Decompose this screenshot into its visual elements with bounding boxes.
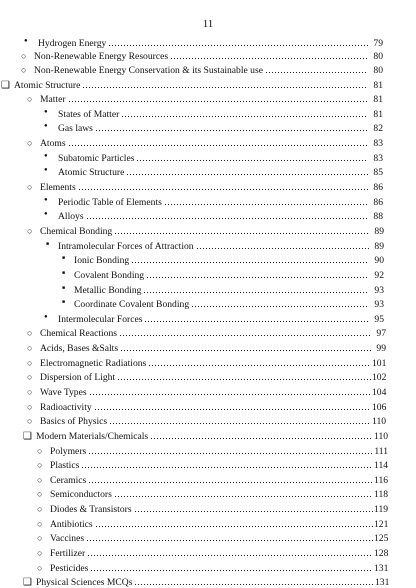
toc-entry-title: Gas laws	[58, 123, 93, 134]
toc-entry	[37, 545, 389, 559]
toc-entry	[27, 384, 387, 398]
toc-entry	[37, 530, 389, 544]
toc-entry-title: Acids, Bases &Salts	[40, 343, 119, 354]
toc-entry	[1, 77, 383, 91]
toc-entry	[37, 560, 389, 574]
toc-entry-page: 102	[372, 372, 387, 383]
dot-leader	[86, 534, 373, 542]
toc-entry-title: Metallic Bonding	[74, 285, 142, 296]
circle-marker-icon: ○	[37, 489, 43, 499]
circle-marker-icon: ○	[27, 416, 33, 426]
toc-entry	[27, 91, 383, 105]
toc-entry-title: Intermolecular Forces	[58, 314, 143, 325]
toc-entry-page: 93	[374, 299, 384, 310]
dot-leader	[131, 256, 369, 264]
toc-entry	[24, 35, 383, 49]
toc-entry	[44, 208, 383, 222]
dot-leader	[82, 81, 368, 89]
toc-entry-page: 81	[373, 94, 383, 105]
toc-entry-page: 92	[374, 270, 384, 281]
toc-entry	[37, 516, 389, 530]
toc-entry-page: 89	[374, 241, 384, 252]
bullet-marker-icon: ●	[44, 197, 48, 203]
toc-entry	[44, 311, 384, 325]
toc-entry-page: 101	[372, 358, 387, 369]
dot-leader	[114, 227, 369, 235]
circle-marker-icon: ○	[37, 504, 43, 514]
dot-leader	[68, 95, 368, 103]
square-marker-icon: ■	[62, 286, 66, 291]
bullet-marker-icon: ●	[44, 153, 48, 159]
dot-leader	[134, 578, 374, 586]
circle-marker-icon: ○	[21, 65, 27, 75]
toc-entry-page: 86	[373, 197, 383, 208]
toc-entry-page: 116	[374, 475, 389, 486]
toc-entry-title: Radioactivity	[40, 402, 92, 413]
toc-entry	[23, 428, 389, 442]
toc-entry-page: 90	[374, 255, 384, 266]
toc-entry	[27, 355, 387, 369]
circle-marker-icon: ○	[27, 343, 33, 353]
toc-entry-page: 106	[372, 402, 387, 413]
dot-leader	[81, 461, 373, 469]
toc-entry-page: 114	[374, 460, 389, 471]
toc-entry-page: 95	[374, 314, 384, 325]
toc-entry-title: Subatomic Particles	[58, 153, 135, 164]
circle-marker-icon: ○	[27, 138, 33, 148]
toc-entry	[27, 399, 387, 413]
toc-entry-page: 97	[376, 328, 386, 339]
toc-entry-title: Alloys	[58, 211, 84, 222]
dot-leader	[164, 198, 368, 206]
toc-entry	[37, 457, 389, 471]
dot-leader	[90, 564, 373, 572]
bullet-marker-icon: ●	[24, 38, 28, 44]
toc-entry	[62, 296, 384, 310]
toc-entry-page: 79	[373, 38, 383, 49]
dot-leader	[148, 359, 371, 367]
toc-entry-page: 82	[373, 123, 383, 134]
dot-leader	[109, 417, 371, 425]
dot-leader	[89, 388, 371, 396]
toc-entry-title: Plastics	[50, 460, 80, 471]
box-marker-icon: ❑	[23, 431, 32, 442]
toc-entry-title: Antibiotics	[50, 519, 93, 530]
toc-entry-page: 131	[375, 577, 390, 588]
square-marker-icon: ■	[62, 256, 66, 261]
circle-marker-icon: ○	[27, 358, 33, 368]
toc-entry-title: Non-Renewable Energy Resources	[34, 51, 169, 62]
toc-entry-page: 111	[374, 446, 388, 457]
toc-entry-title: Coordinate Covalent Bonding	[74, 299, 190, 310]
toc-entry-page: 128	[374, 548, 389, 559]
toc-entry-title: Atomic Structure	[58, 167, 125, 178]
toc-entry-title: Polymers	[50, 446, 87, 457]
toc-entry-title: Chemical Bonding	[40, 226, 113, 237]
toc-entry	[27, 413, 387, 427]
dot-leader	[119, 329, 371, 337]
circle-marker-icon: ○	[27, 94, 33, 104]
toc-entry-page: 119	[374, 504, 389, 515]
dot-leader	[136, 154, 368, 162]
dot-leader	[191, 300, 369, 308]
bullet-marker-icon: ●	[44, 211, 48, 217]
dot-leader	[87, 549, 373, 557]
toc-entry-title: Basics of Physics	[40, 416, 108, 427]
toc-entry	[44, 106, 383, 120]
dot-leader	[88, 476, 373, 484]
toc-entry	[44, 150, 383, 164]
toc-entry	[21, 48, 383, 62]
toc-entry	[27, 223, 384, 237]
toc-entry-page: 121	[374, 519, 389, 530]
toc-entry-page: 81	[373, 80, 383, 91]
toc-entry-page: 110	[372, 416, 387, 427]
dot-leader	[144, 315, 369, 323]
toc-entry	[23, 574, 390, 588]
toc-entry	[21, 62, 383, 76]
toc-entry-title: Ceramics	[50, 475, 87, 486]
toc-entry	[62, 282, 384, 296]
toc-entry-title: Pesticides	[50, 563, 89, 574]
dot-leader	[78, 183, 368, 191]
toc-entry-title: Atomic Structure	[14, 80, 81, 91]
toc-entry-page: 85	[373, 167, 383, 178]
toc-entry	[62, 252, 384, 266]
bullet-marker-icon: ●	[44, 123, 48, 129]
toc-entry-title: Intramolecular Forces of Attraction	[58, 241, 194, 252]
toc-entry-title: Electromagnetic Radiations	[40, 358, 147, 369]
dot-leader	[94, 403, 371, 411]
toc-entry-page: 93	[374, 285, 384, 296]
toc-entry-title: Fertilizer	[50, 548, 86, 559]
toc-entry-title: Matter	[40, 94, 66, 105]
dot-leader	[196, 242, 369, 250]
toc-entry-page: 131	[374, 563, 389, 574]
toc-entry-title: Semiconductors	[50, 489, 112, 500]
toc-entry-page: 104	[372, 387, 387, 398]
dot-leader	[120, 344, 371, 352]
square-marker-icon: ■	[62, 300, 66, 305]
dot-leader	[150, 432, 373, 440]
dot-leader	[68, 139, 368, 147]
dot-leader	[146, 271, 369, 279]
toc-entry-page: 118	[374, 489, 389, 500]
toc-entry-title: Chemical Reactions	[40, 328, 117, 339]
toc-entry-page: 88	[373, 211, 383, 222]
circle-marker-icon: ○	[27, 387, 33, 397]
toc-entry	[62, 267, 384, 281]
box-marker-icon: ❑	[1, 80, 10, 91]
dot-leader	[108, 39, 368, 47]
toc-entry-page: 80	[373, 65, 383, 76]
toc-entry-title: Covalent Bonding	[74, 270, 145, 281]
toc-entry-page: 83	[373, 153, 383, 164]
toc-entry-title: Non-Renewable Energy Conservation & its Sustainable use	[34, 65, 263, 76]
bullet-marker-icon: ●	[44, 314, 48, 320]
circle-marker-icon: ○	[37, 563, 43, 573]
dot-leader	[95, 520, 373, 528]
circle-marker-icon: ○	[27, 372, 33, 382]
toc-entry	[37, 486, 389, 500]
toc-entry-page: 83	[373, 138, 383, 149]
dot-leader	[170, 52, 368, 60]
toc-entry-title: States of Matter	[58, 109, 120, 120]
circle-marker-icon: ○	[37, 548, 43, 558]
dot-leader	[265, 66, 368, 74]
circle-marker-icon: ○	[37, 519, 43, 529]
toc-entry	[37, 443, 388, 457]
toc-entry	[27, 325, 386, 339]
circle-marker-icon: ○	[37, 533, 43, 543]
toc-entry-page: 81	[373, 109, 383, 120]
toc-entry	[44, 120, 383, 134]
circle-marker-icon: ○	[37, 460, 43, 470]
toc-entry-title: Modern Materials/Chemicals	[36, 431, 149, 442]
toc-entry-title: Hydrogen Energy	[38, 38, 107, 49]
circle-marker-icon: ○	[27, 182, 33, 192]
toc-entry-title: Ionic Bonding	[74, 255, 130, 266]
dot-leader	[143, 286, 369, 294]
toc-entry-title: Elements	[40, 182, 76, 193]
toc-entry-title: Dispersion of Light	[40, 372, 116, 383]
toc-entry-page: 80	[373, 51, 383, 62]
dot-leader	[95, 124, 368, 132]
bullet-marker-icon: ●	[44, 167, 48, 173]
toc-entry-title: Diodes & Transistors	[50, 504, 132, 515]
toc-entry	[27, 135, 383, 149]
toc-entry-title: Atoms	[40, 138, 66, 149]
toc-entry-title: Periodic Table of Elements	[58, 197, 162, 208]
toc-entry-title: Physical Sciences MCQs	[36, 577, 133, 588]
box-marker-icon: ❑	[23, 577, 32, 588]
page-number: 11	[202, 18, 214, 30]
circle-marker-icon: ○	[27, 226, 33, 236]
toc-entry	[27, 179, 383, 193]
dot-leader	[121, 110, 368, 118]
bullet-marker-icon: ●	[44, 109, 48, 115]
toc-entry-page: 110	[374, 431, 389, 442]
circle-marker-icon: ○	[27, 402, 33, 412]
square-marker-icon: ■	[46, 242, 50, 247]
circle-marker-icon: ○	[37, 446, 43, 456]
dot-leader	[88, 447, 373, 455]
circle-marker-icon: ○	[37, 475, 43, 485]
square-marker-icon: ■	[62, 271, 66, 276]
toc-entry-page: 99	[376, 343, 386, 354]
toc-entry-title: Wave Types	[40, 387, 87, 398]
toc-entry-title: Vaccines	[50, 533, 85, 544]
toc-entry	[44, 194, 383, 208]
circle-marker-icon: ○	[27, 328, 33, 338]
toc-entry	[46, 238, 384, 252]
toc-entry	[44, 164, 383, 178]
toc-entry	[27, 369, 387, 383]
toc-entry	[37, 501, 389, 515]
toc-entry-page: 89	[374, 226, 384, 237]
dot-leader	[86, 212, 368, 220]
dot-leader	[134, 505, 373, 513]
dot-leader	[126, 168, 368, 176]
circle-marker-icon: ○	[21, 51, 27, 61]
dot-leader	[117, 373, 371, 381]
dot-leader	[114, 490, 373, 498]
toc-entry	[37, 472, 389, 486]
toc-entry-page: 125	[374, 533, 389, 544]
toc-entry-page: 86	[373, 182, 383, 193]
toc-entry	[27, 340, 386, 354]
